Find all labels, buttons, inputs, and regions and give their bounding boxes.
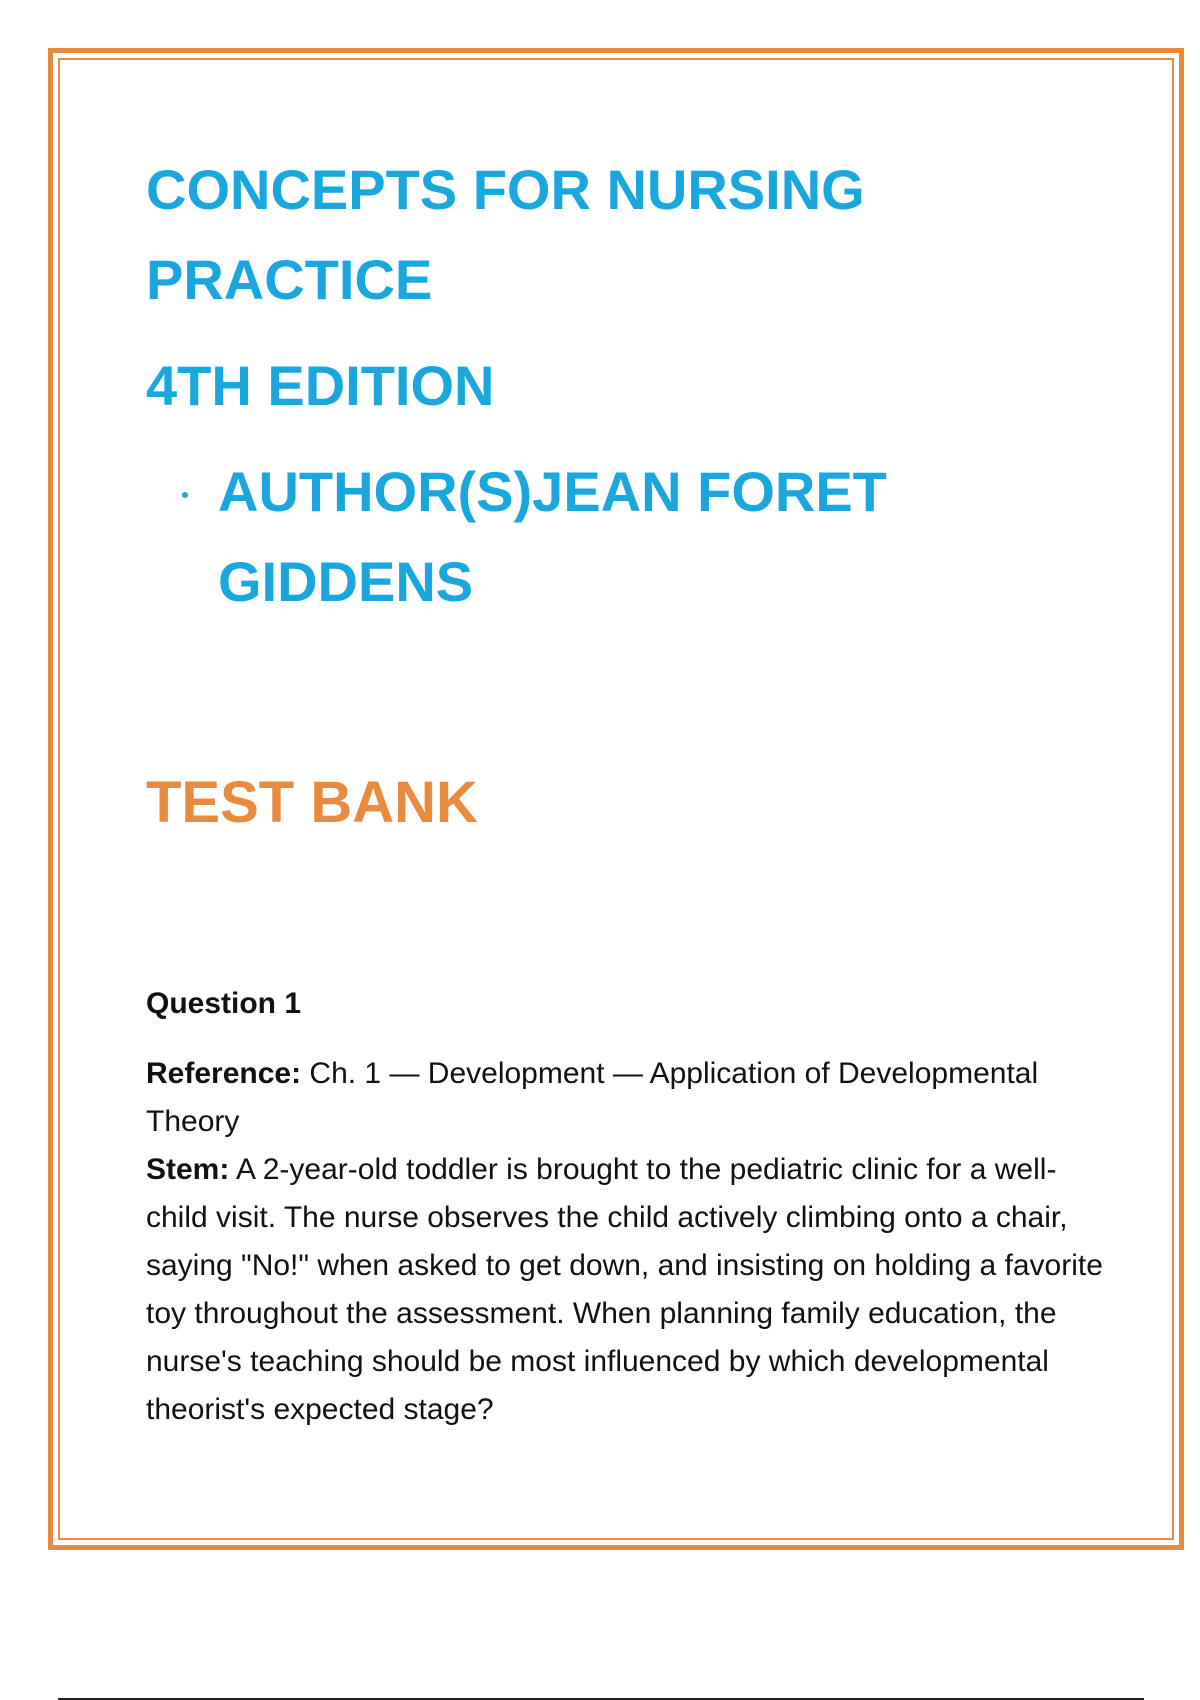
edition-label: 4TH EDITION bbox=[146, 354, 495, 417]
question-heading: Question 1 bbox=[146, 987, 302, 1020]
question-reference bbox=[146, 1050, 1106, 1146]
section-title-test-bank: TEST BANK bbox=[146, 770, 478, 835]
reference-label: Reference: bbox=[146, 1057, 302, 1090]
question-body bbox=[146, 1050, 1106, 1434]
author-line-1: AUTHOR(S)JEAN FORET bbox=[218, 460, 887, 523]
book-title-line-2: PRACTICE bbox=[146, 248, 433, 311]
bullet-icon bbox=[182, 492, 188, 498]
book-title-line-1: CONCEPTS FOR NURSING bbox=[146, 158, 865, 221]
question-stem bbox=[146, 1146, 1106, 1434]
reference-text: Ch. 1 — Development — Application of Developmental Theory bbox=[146, 1057, 1039, 1138]
author-line-2: GIDDENS bbox=[218, 550, 474, 613]
stem-label: Stem: bbox=[146, 1153, 230, 1186]
stem-text: A 2-year-old toddler is brought to the pediatric clinic for a well-child visit. The nurse observes the child actively climbing onto a chair, saying "No!" when asked to get down, and insisting on holding a favorite toy throughout the assessment. When planning family education, the nurse's teaching should be most influenced by which developmental theorist's expected stage? bbox=[146, 1153, 1103, 1426]
